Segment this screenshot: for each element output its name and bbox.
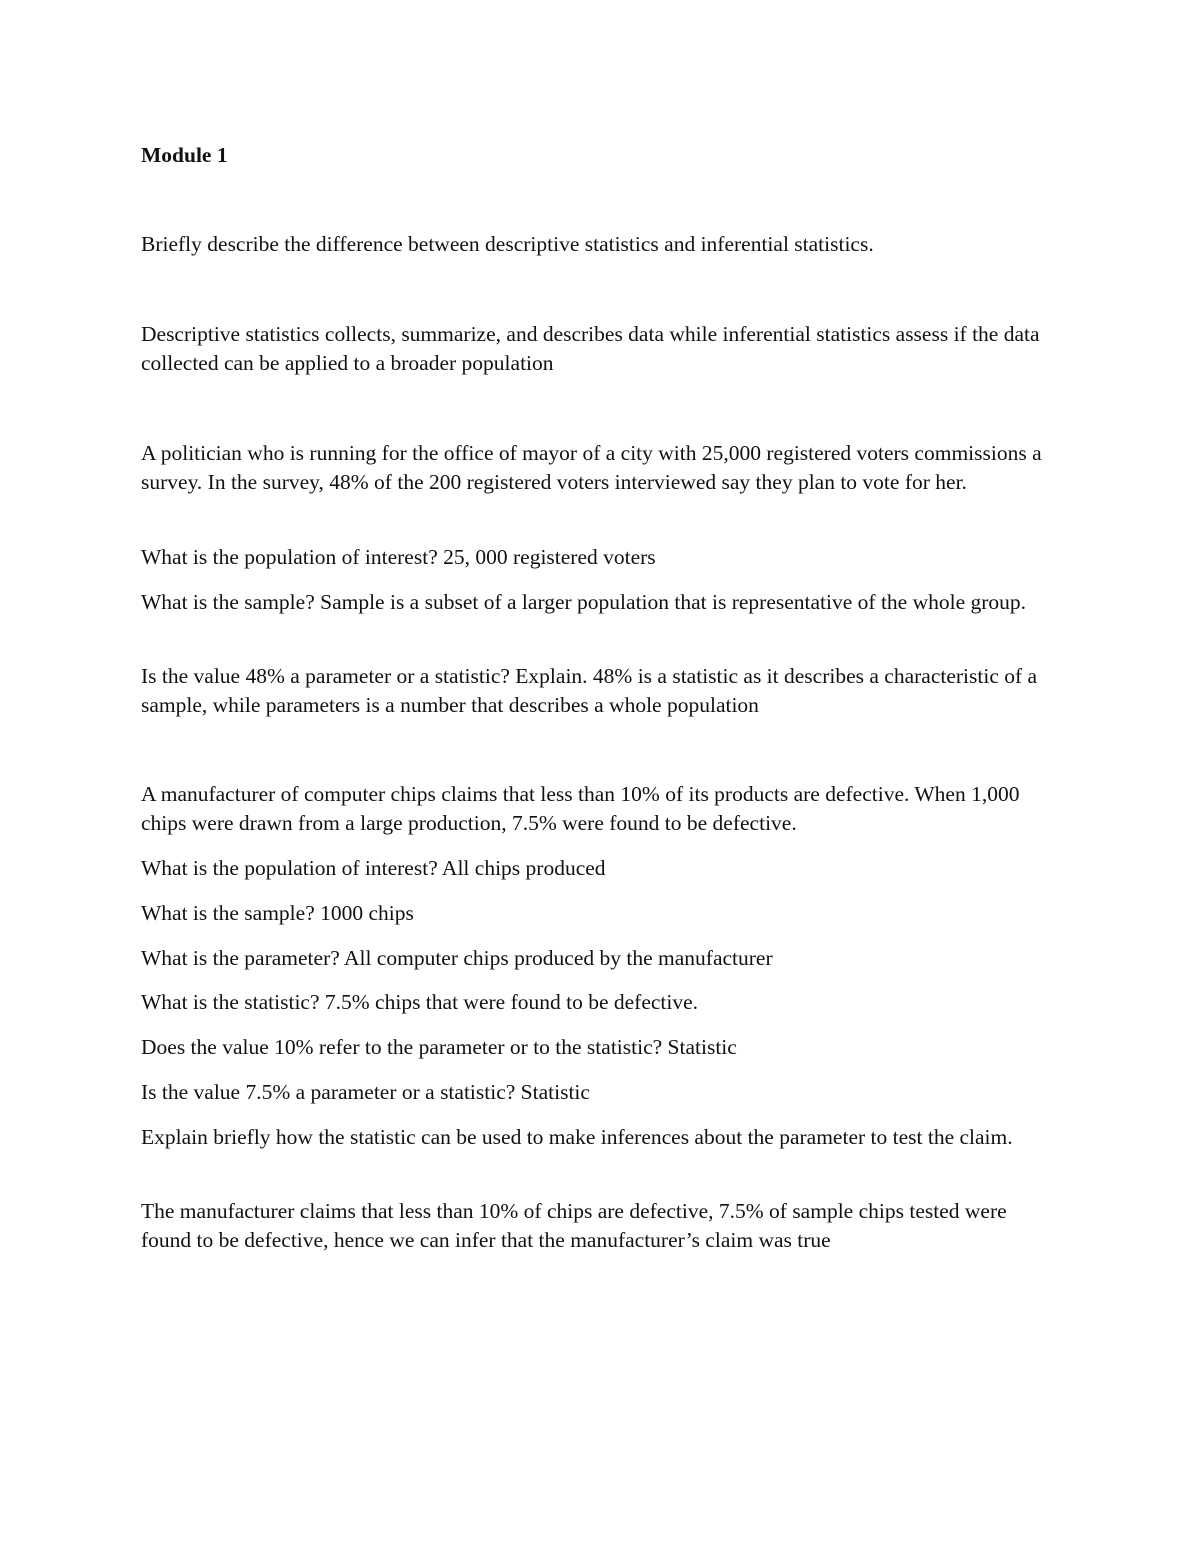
q2-population: What is the population of interest? 25, 000 registered voters [141, 545, 656, 569]
q3-population: What is the population of interest? All chips produced [141, 856, 606, 880]
question-1: Briefly describe the difference between descriptive statistics and inferential statistics. [141, 232, 874, 256]
scenario-2: A politician who is running for the office of mayor of a city with 25,000 registered voters commissions a survey. In the survey, 48% of the 200 registered voters interviewed say they plan to vote for her. [141, 441, 1042, 494]
q2-parameter-or-statistic: Is the value 48% a parameter or a statistic? Explain. 48% is a statistic as it describes a characteristic of a sample, while parameters is a number that describes a whole population [141, 664, 1038, 717]
q3-parameter: What is the parameter? All computer chips produced by the manufacturer [141, 946, 773, 970]
q3-explain-prompt: Explain briefly how the statistic can be used to make inferences about the parameter to test the claim. [141, 1125, 1013, 1149]
q3-value-10: Does the value 10% refer to the parameter or to the statistic? Statistic [141, 1035, 737, 1059]
q3-value-7-5: Is the value 7.5% a parameter or a statistic? Statistic [141, 1080, 590, 1104]
q3-statistic: What is the statistic? 7.5% chips that were found to be defective. [141, 990, 699, 1014]
answer-1: Descriptive statistics collects, summarize, and describes data while inferential statistics assess if the data collected can be applied to a broader population [141, 322, 1040, 375]
q2-sample: What is the sample? Sample is a subset of a larger population that is representative of the whole group. [141, 590, 1027, 614]
q3-sample: What is the sample? 1000 chips [141, 901, 414, 925]
page-title: Module 1 [141, 143, 228, 167]
q3-explain-answer: The manufacturer claims that less than 10% of chips are defective, 7.5% of sample chips tested were found to be defective, hence we can infer that the manufacturer’s claim was true [141, 1199, 1007, 1252]
scenario-3: A manufacturer of computer chips claims that less than 10% of its products are defective. When 1,000 chips were drawn from a large production, 7.5% were found to be defective. [141, 782, 1020, 835]
